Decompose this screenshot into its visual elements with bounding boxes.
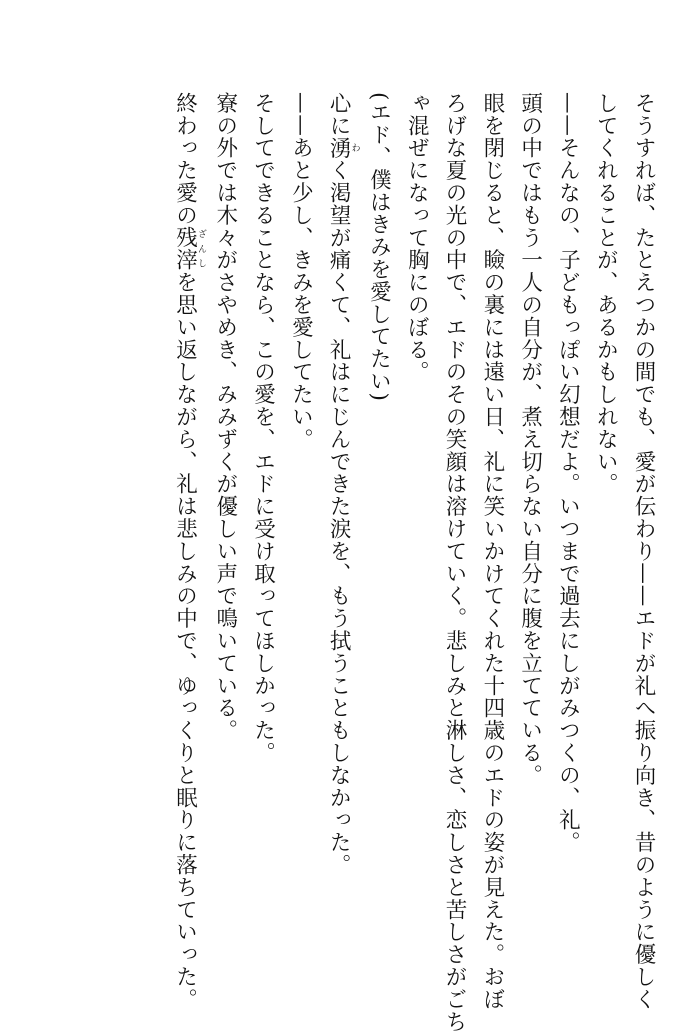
text-line [319,92,359,952]
ruby-word [326,136,360,160]
text-segment: く渇望が痛くて、礼はにじんできた涙を、もう拭うこともしなかった。 [326,159,352,877]
vertical-text-body [166,92,662,1033]
text-line: 寮の外では木々がさやめき、みみずくが優しい声で鳴いている。 [212,92,238,742]
text-line: ゃ混ぜになって胸にのぼる。 [404,92,430,384]
ruby-base: 湧 [326,136,352,160]
text-line: ろげな夏の光の中で、エドのその笑顔は溶けていく。悲しみと淋しさ、恋しさと苦しさがごち [442,92,468,1033]
text-line: 頭の中ではもう一人の自分が、煮え切らない自分に腹を立てている。 [517,92,543,787]
text-line: そうすれば、たとえつかの間でも、愛が伝わり——エドが礼へ振り向き、昔のように優しく [631,92,656,1011]
text-line [166,92,206,1011]
text-line: ——そんなの、子どもっぽい幻想だよ。いつまで過去にしがみつくの、礼。 [555,92,581,854]
text-line: 眼を閉じると、瞼の裏には遠い日、礼に笑いかけてくれた十四歳のエドの姿が見えた。おぼ [479,92,505,1011]
ruby-reading: ざんし [195,226,206,272]
ruby-reading: わ [349,136,360,160]
ruby-word [172,226,206,272]
text-segment: を思い返しながら、礼は悲しみの中で、ゆっくりと眠りに落ちていった。 [172,271,198,1011]
ruby-base: 残滓 [172,226,198,272]
text-line: してくれることが、あるかもしれない。 [593,92,619,496]
text-line: ——あと少し、きみを愛してたい。 [288,92,314,451]
text-line: そしてできることなら、この愛を、エドに受け取ってほしかった。 [250,92,276,764]
text-segment: 終わった愛の [172,92,198,227]
text-segment: 心に [326,92,352,137]
text-line: (エド、僕はきみを愛してたい) [366,92,392,402]
